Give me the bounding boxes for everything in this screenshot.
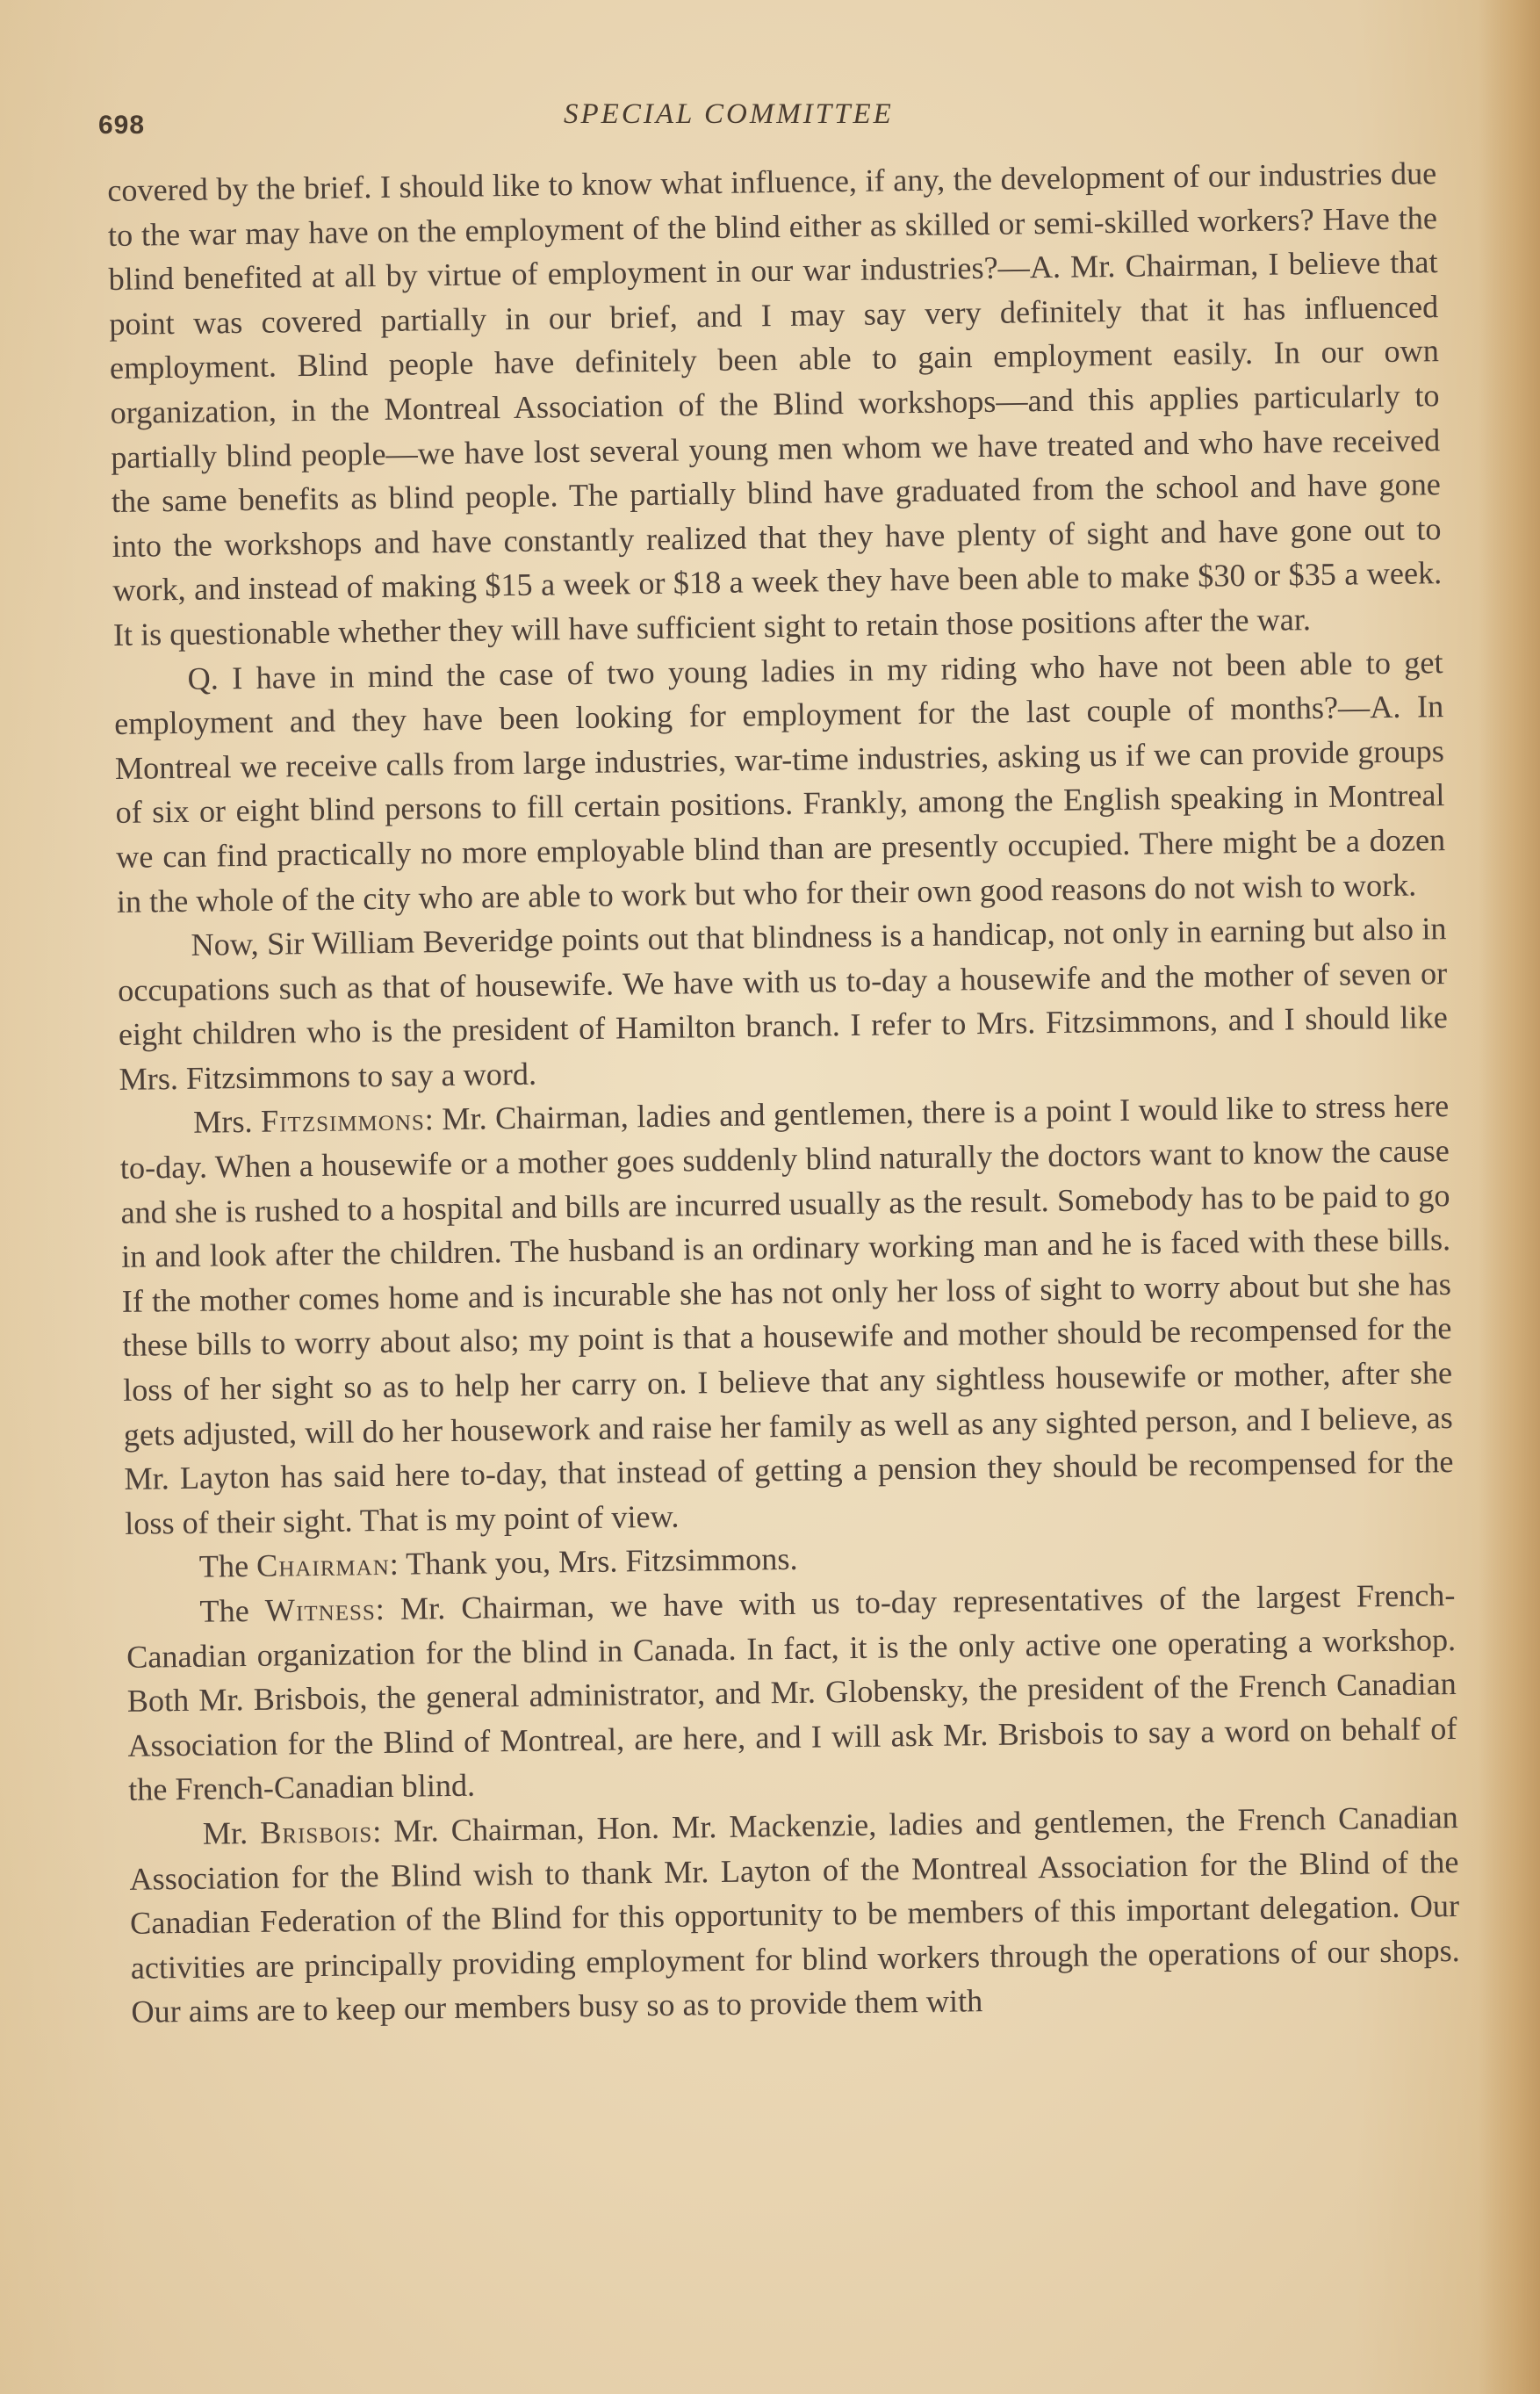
paragraph-question: Q. I have in mind the case of two young ladies in my riding who have not been able to get employment and they have been looking for employment for the last couple of months?—A. In Montreal we receive calls from large industries, war-time industries, asking us if we can provide groups of six or eight blind persons to fill certain positions. Frankly, among the English speaking in Montreal we can find practically no more employable blind than are presently occupied. There might be a dozen in the whole of the city who are able to work but who for their own good reasons do not wish to work. xyxy=(114,644,1446,919)
speaker-name: Brisbois xyxy=(259,1814,373,1850)
speech-text: : Mr. Chairman, we have with us to-day representatives of the largest French-Canadian organization for the blind in Canada. In fact, it is the only active one operating a workshop. Both Mr. Brisbois, the general administrator, and Mr. Globensky, the president of the French Canadian Association for the Blind of Montreal, are here, and I will ask Mr. Brisbois to say a word on behalf of the French-Canadian blind. xyxy=(126,1577,1457,1808)
speech-text: : Mr. Chairman, ladies and gentlemen, there is a point I would like to stress here to-day. When a housewife or a mother goes suddenly blind naturally the doctors want to know the cause and she is rushed to a hospital and bills are incurred usually as the result. Somebody has to be paid to go in and look after the children. The husband is an ordinary working man and he is faced with these bills. If the mother comes home and is incurable she has not only her loss of sight to worry about but she has these bills to worry about also; my point is that a housewife and mother should be recompensed for the loss of her sight so as to help her carry on. I believe that any sightless housewife or mother, after she gets adjusted, will do her housework and raise her family as well as any sighted person, and I believe, as Mr. Layton has said here to-day, that instead of getting a pension they should be recompensed for the loss of their sight. That is my point of view. xyxy=(119,1088,1454,1541)
speaker-prefix: Mr. xyxy=(202,1814,261,1851)
paragraph-witness xyxy=(126,1573,1457,1813)
paragraph-brisbois xyxy=(129,1795,1461,2035)
paragraph-continuation: covered by the brief. I should like to know what influence, if any, the development of our industries due to the war may have on the employment of the blind either as skilled or semi-skilled workers? Have the blind benefited at all by virtue of employment in our war industries?—A. Mr. Chairman, I believe that point was covered partially in our brief, and I may say very definitely that it has influenced employment. Blind people have definitely been able to gain employment easily. In our own organization, in the Montreal Association of the Blind workshops—and this applies particularly to partially blind people—we have lost several young men whom we have treated and who have received the same benefits as blind people. The partially blind have graduated from the school and have gone into the workshops and have constantly realized that they have plenty of sight and have gone out to work, and instead of making $15 a week or $18 a week they have been able to make $30 or $35 a week. It is questionable whether they will have sufficient sight to retain those positions after the war. xyxy=(107,155,1443,653)
paragraph-fitzsimmons xyxy=(119,1085,1454,1547)
speech-text: : Thank you, Mrs. Fitzsimmons. xyxy=(389,1541,798,1583)
speaker-name: Witness xyxy=(264,1591,377,1628)
speech-text: : Mr. Chairman, Hon. Mr. Mackenzie, ladies and gentlemen, the French Canadian Association for the Blind wish to thank Mr. Layton of the Montreal Association for the Blind of the Canadian Federation of the Blind for this opportunity to be members of this important delegation. Our activities are principally providing employment for blind workers through the operations of our shops. Our aims are to keep our members busy so as to provide them with xyxy=(129,1799,1460,2030)
speaker-name: Chairman xyxy=(255,1547,390,1584)
body-text xyxy=(107,151,1461,2035)
page-header xyxy=(98,91,1442,144)
page-number: 698 xyxy=(98,111,146,140)
paragraph-beveridge: Now, Sir William Beveridge points out that blindness is a handicap, not only in earning but also in occupations such as that of housewife. We have with us to-day a housewife and the mother of seven or eight children who is the president of Hamilton branch. I refer to Mrs. Fitzsimmons, and I should like Mrs. Fitzsimmons to say a word. xyxy=(117,911,1449,1097)
speaker-prefix: The xyxy=(198,1548,257,1585)
speaker-prefix: Mrs. xyxy=(192,1104,262,1141)
page-edge-shadow xyxy=(1479,0,1540,2394)
running-head: SPECIAL COMMITTEE xyxy=(564,98,894,130)
speaker-prefix: The xyxy=(199,1592,266,1629)
speaker-name: Fitzsimmons xyxy=(260,1101,426,1140)
